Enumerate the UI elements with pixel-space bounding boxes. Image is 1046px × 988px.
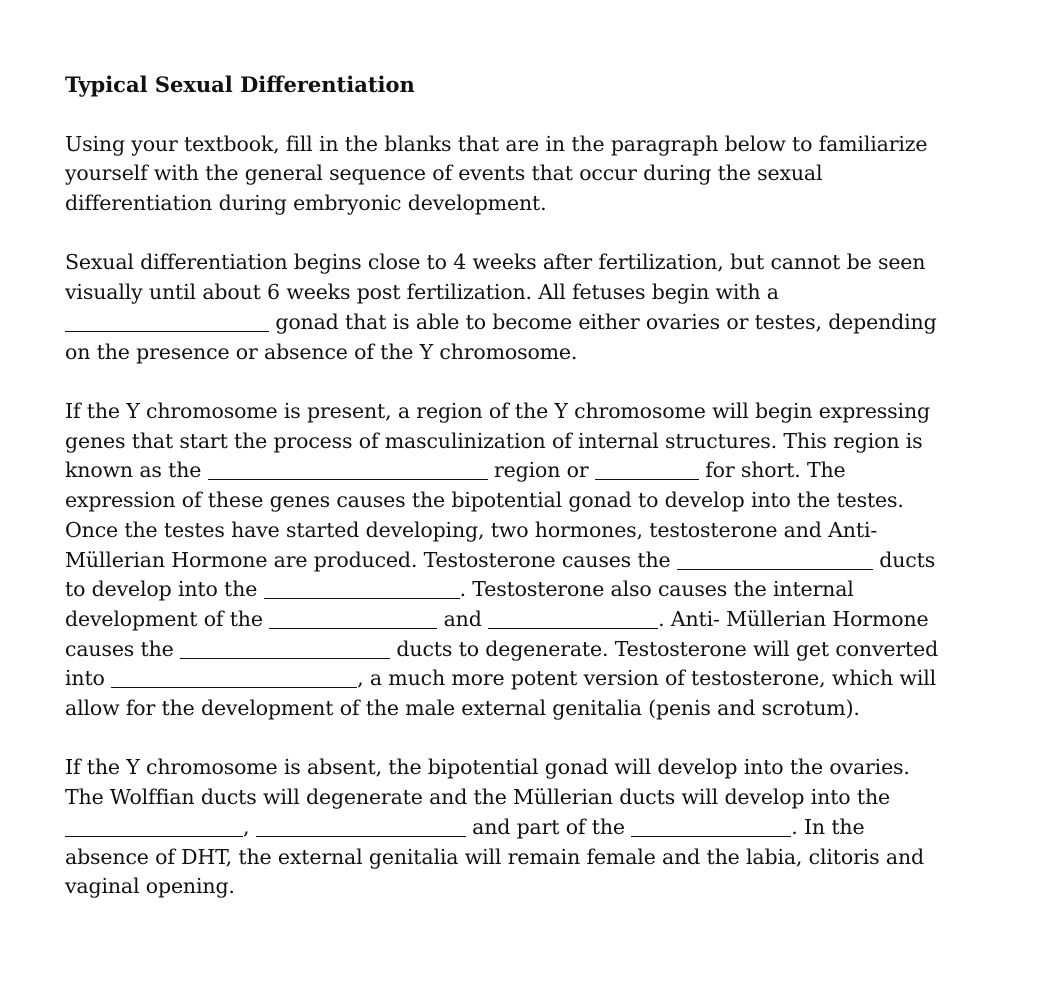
text-fragment: and part of the <box>472 814 625 839</box>
text-fragment: for short. The <box>705 458 846 483</box>
text-fragment: and <box>443 606 482 631</box>
text-fragment: ducts <box>879 547 936 572</box>
text-line: Sexual differentiation begins close to 4 weeks after fertilization, but cannot be seen <box>65 250 926 275</box>
text-line: expression of these genes causes the bipotential gonad to develop into the testes. <box>65 488 904 513</box>
text-line: visually until about 6 weeks post fertilization. All fetuses begin with a <box>65 280 779 305</box>
text-fragment: to develop into the <box>65 577 258 602</box>
text-line: The Wolffian ducts will degenerate and the Müllerian ducts will develop into the <box>65 785 890 810</box>
blank-female-structure-2[interactable] <box>256 816 466 837</box>
text-line: genes that start the process of masculinization of internal structures. This region is <box>65 428 923 453</box>
text-line: yourself with the general sequence of events that occur during the sexual <box>65 161 823 186</box>
text-line <box>65 575 985 605</box>
paragraph-bipotential-gonad <box>65 248 985 367</box>
text-line: differentiation during embryonic development. <box>65 191 547 216</box>
text-line: Once the testes have started developing, two hormones, testosterone and Anti- <box>65 517 878 542</box>
text-line: Using your textbook, fill in the blanks that are in the paragraph below to familiarize <box>65 131 928 156</box>
spacer <box>65 219 985 249</box>
text-fragment: development of the <box>65 606 263 631</box>
text-line <box>65 664 985 694</box>
text-line: absence of DHT, the external genitalia will remain female and the labia, clitoris and <box>65 844 924 869</box>
text-fragment: causes the <box>65 636 174 661</box>
text-fragment: ducts to degenerate. Testosterone will get converted <box>396 636 939 661</box>
text-fragment: , a much more potent version of testosterone, which will <box>357 666 937 691</box>
text-fragment: into <box>65 666 105 691</box>
text-line <box>65 456 985 486</box>
text-fragment: region or <box>494 458 589 483</box>
text-line: allow for the development of the male external genitalia (penis and scrotum). <box>65 696 860 721</box>
text-line: If the Y chromosome is absent, the bipotential gonad will develop into the ovaries. <box>65 755 910 780</box>
paragraph-y-absent <box>65 753 985 902</box>
spacer <box>65 724 985 754</box>
text-line <box>65 605 985 635</box>
text-line <box>65 546 985 576</box>
text-line: on the presence or absence of the Y chromosome. <box>65 339 578 364</box>
blank-region-name[interactable] <box>208 459 488 480</box>
text-fragment: Müllerian Hormone are produced. Testosterone causes the <box>65 547 671 572</box>
text-line <box>65 813 985 843</box>
text-line <box>65 635 985 665</box>
blank-hormone[interactable] <box>111 667 357 688</box>
text-line: vaginal opening. <box>65 874 235 899</box>
spacer <box>65 367 985 397</box>
text-fragment: . Anti- Müllerian Hormone <box>658 606 929 631</box>
page-title: Typical Sexual Differentiation <box>65 72 415 97</box>
worksheet-page <box>65 70 985 902</box>
blank-female-structure-3[interactable] <box>631 816 791 837</box>
blank-duct-type-2[interactable] <box>180 638 390 659</box>
blank-structure-1[interactable] <box>264 578 460 599</box>
spacer <box>65 100 985 130</box>
blank-gonad-type[interactable] <box>65 311 269 332</box>
text-fragment: , <box>243 814 250 839</box>
text-line: If the Y chromosome is present, a region of the Y chromosome will begin expressing <box>65 398 930 423</box>
text-line <box>65 308 985 338</box>
blank-female-structure-1[interactable] <box>65 816 243 837</box>
text-fragment: . Testosterone also causes the internal <box>459 577 854 602</box>
blank-region-abbrev[interactable] <box>595 459 699 480</box>
blank-structure-3[interactable] <box>488 608 658 629</box>
text-fragment: . In the <box>791 814 865 839</box>
text-fragment: known as the <box>65 458 202 483</box>
intro-paragraph <box>65 130 985 219</box>
blank-structure-2[interactable] <box>269 608 437 629</box>
text-fragment: gonad that is able to become either ovaries or testes, depending <box>275 309 937 334</box>
paragraph-y-present <box>65 397 985 724</box>
blank-duct-type-1[interactable] <box>677 549 873 570</box>
